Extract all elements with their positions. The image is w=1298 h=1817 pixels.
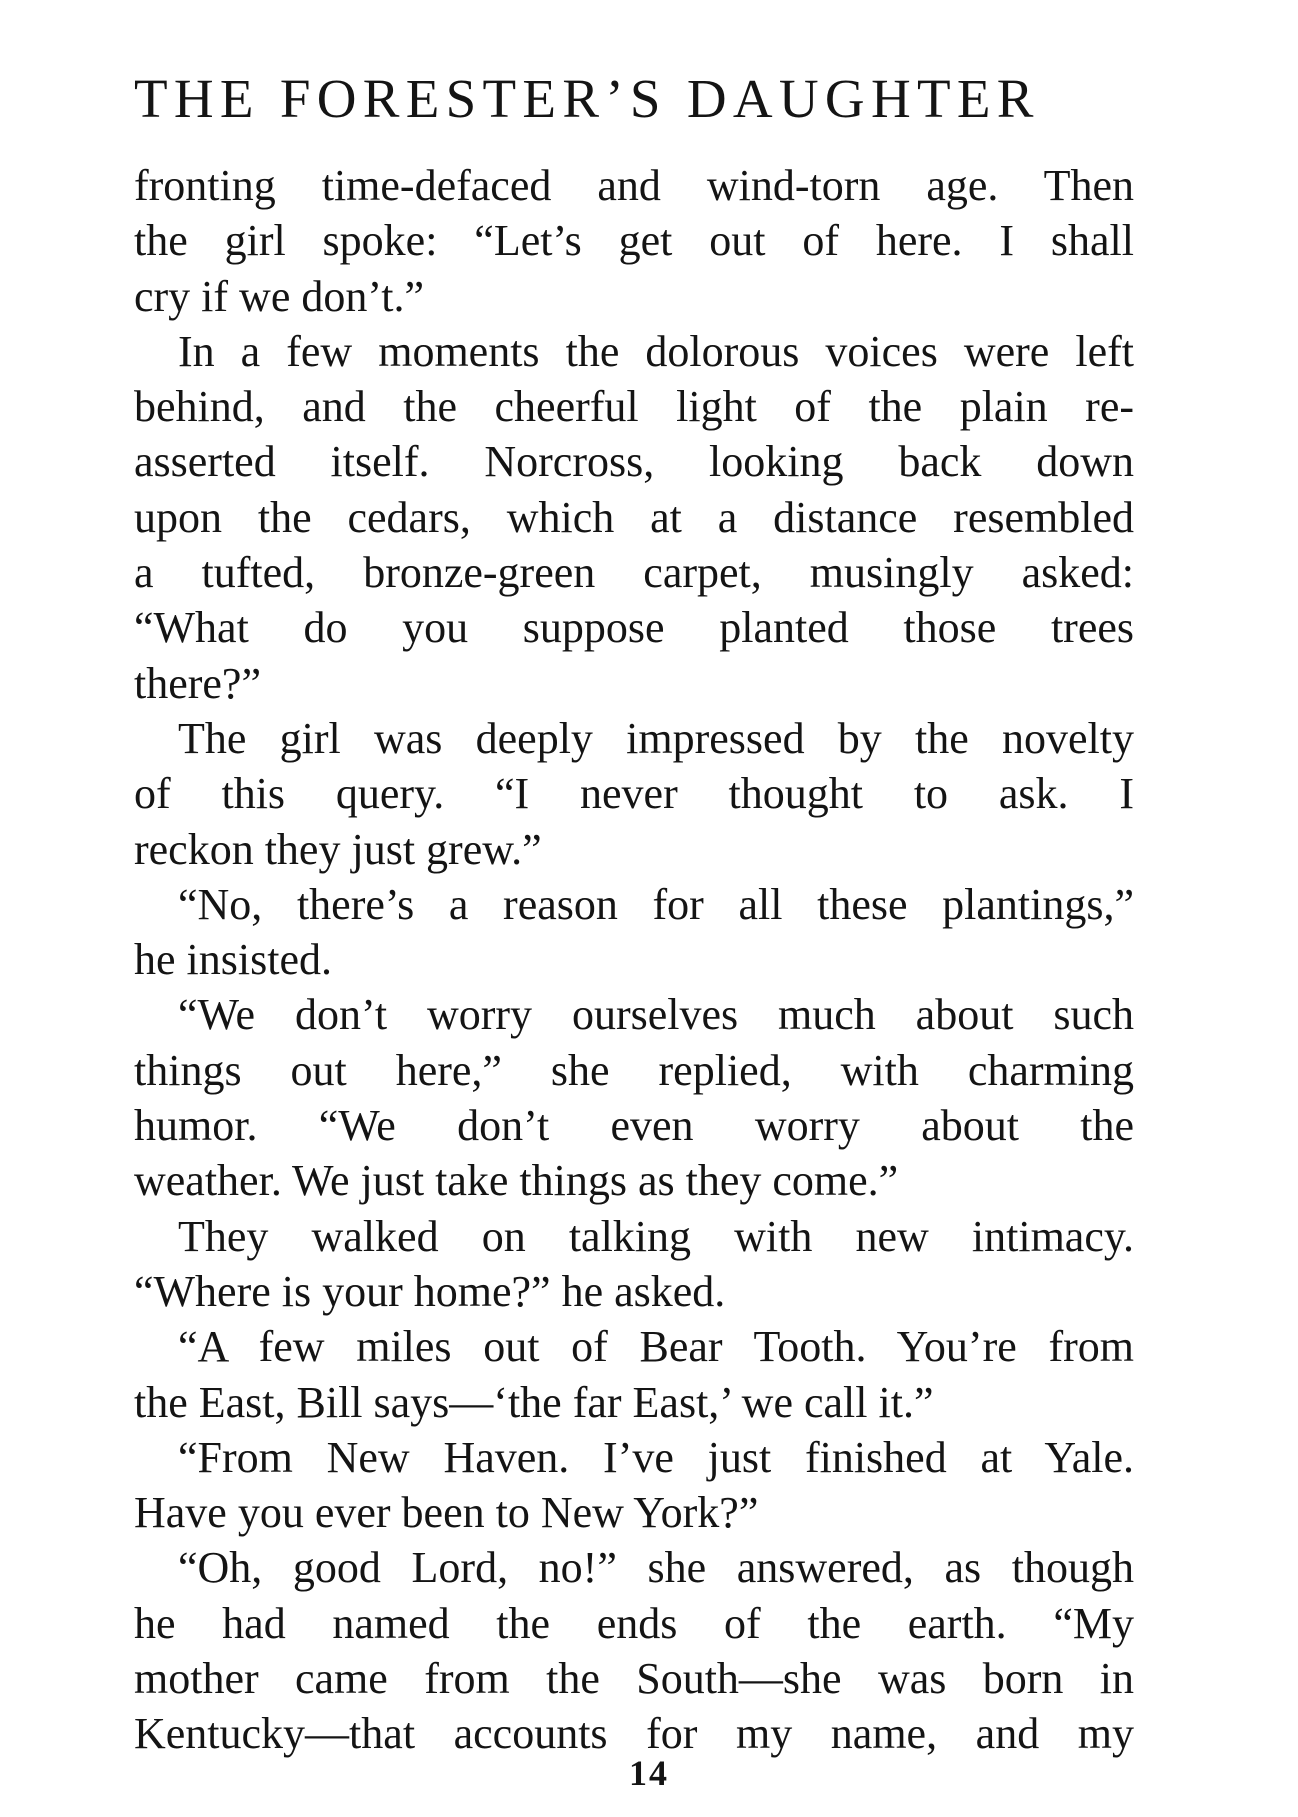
text-line: mother came from the South—she was born in (134, 1654, 1134, 1704)
text-line: upon the cedars, which at a distance resembled (134, 492, 1134, 542)
text-line: of this query. “I never thought to ask. I (134, 769, 1134, 819)
text-line: Have you ever been to New York?” (134, 1488, 759, 1538)
text-line: The girl was deeply impressed by the novelty (178, 713, 1134, 763)
text-line: a tufted, bronze-green carpet, musingly asked: (134, 548, 1134, 598)
text-line: there?” (134, 658, 261, 708)
text-line: “A few miles out of Bear Tooth. You’re from (178, 1322, 1134, 1372)
text-line: “We don’t worry ourselves much about such (178, 990, 1134, 1040)
text-line: “Where is your home?” he asked. (134, 1266, 726, 1316)
text-line: the East, Bill says—‘the far East,’ we call it.” (134, 1377, 934, 1427)
text-line: fronting time-defaced and wind-torn age. Then (134, 161, 1134, 210)
text-line: things out here,” she replied, with charming (134, 1045, 1134, 1095)
text-line: he insisted. (134, 935, 332, 985)
running-head: THE FORESTER’S DAUGHTER (134, 68, 1040, 129)
text-line: “Oh, good Lord, no!” she answered, as though (178, 1543, 1134, 1593)
text-line: “What do you suppose planted those trees (134, 603, 1134, 653)
text-line: he had named the ends of the earth. “My (134, 1598, 1134, 1648)
text-line: “No, there’s a reason for all these plantings,” (178, 879, 1134, 929)
text-line: reckon they just grew.” (134, 824, 542, 874)
text-line: cry if we don’t.” (134, 271, 424, 321)
text-line: behind, and the cheerful light of the plain re- (134, 382, 1134, 432)
body-text (134, 158, 1134, 1762)
text-line: In a few moments the dolorous voices were left (178, 326, 1134, 376)
text-line: asserted itself. Norcross, looking back down (134, 437, 1134, 487)
text-line: Kentucky—that accounts for my name, and my (134, 1709, 1134, 1759)
text-line: “From New Haven. I’ve just finished at Yale. (178, 1432, 1134, 1482)
text-line: humor. “We don’t even worry about the (134, 1101, 1134, 1151)
page-number: 14 (629, 1753, 669, 1793)
text-line: weather. We just take things as they come.” (134, 1156, 899, 1206)
text-line: the girl spoke: “Let’s get out of here. I shall (134, 216, 1134, 266)
text-line: They walked on talking with new intimacy. (178, 1211, 1134, 1261)
